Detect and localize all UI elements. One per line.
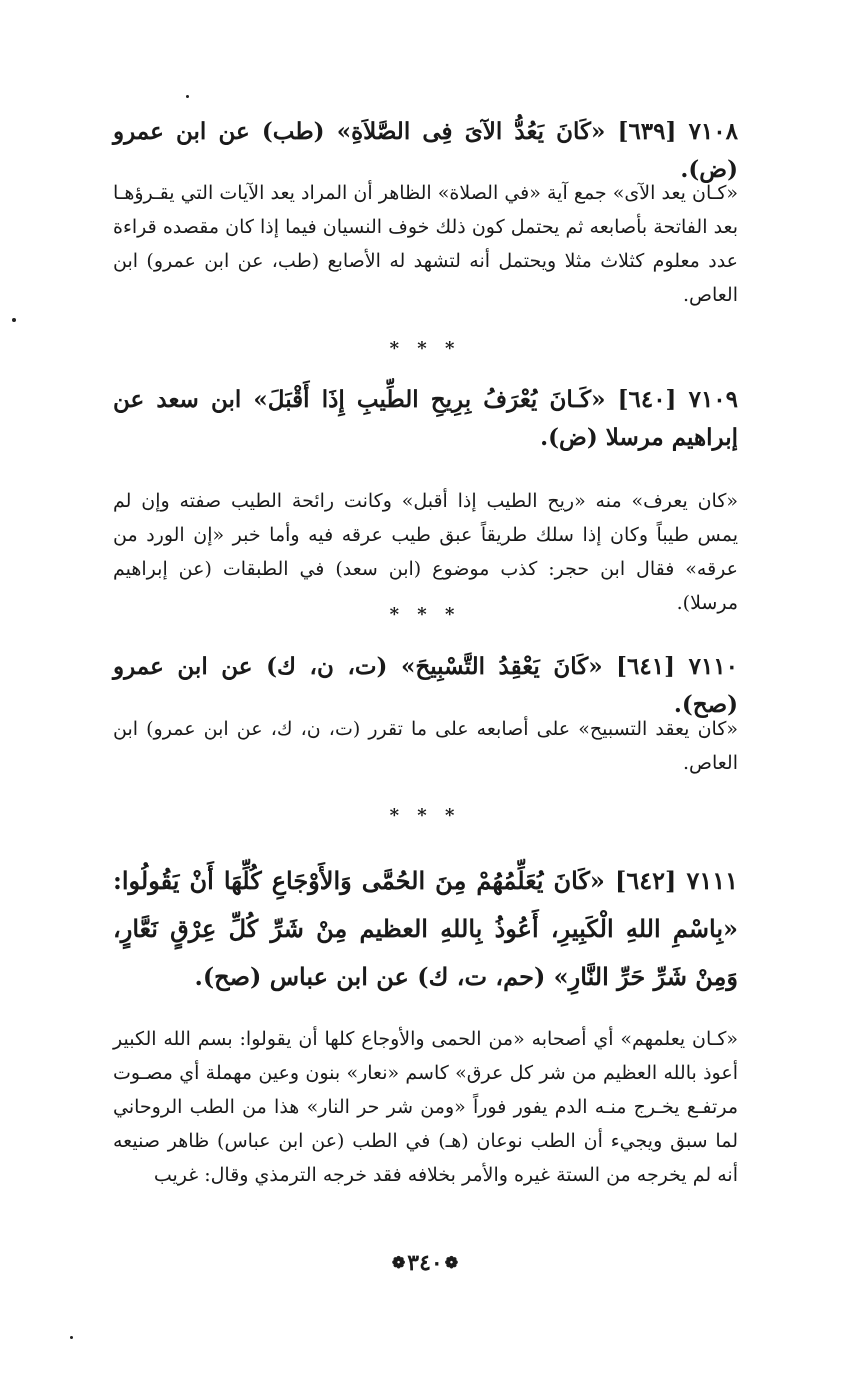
ornament-right-icon: ❁ [444, 1253, 459, 1272]
page-number-value: ٣٤٠ [407, 1250, 443, 1276]
commentary-7109: «كان يعرف» منه «ريح الطيب إذا أقبل» وكانت رائحة الطيب صفته وإن لم يمس طيباً وكان إذا سلك طريقاً عبق طيب عرقه فيه وأما خبر «إن الورد من عرقه» فقال ابن حجر: كذب موضوع (ابن سعد) في الطبقات (عن إبراهيم مرسلا). [113, 490, 738, 614]
ornament-left-icon: ❁ [391, 1253, 406, 1272]
page-number [0, 1250, 850, 1276]
commentary-7108: «كـان يعد الآى» جمع آية «في الصلاة» الظاهر أن المراد يعد الآيات التي يقـرؤهـا بعد الفاتحة بأصابعه ثم يحتمل كون ذلك خوف النسيان فيما إذا كان مقصده قراءة عدد معلوم كثلاث مثلا ويحتمل أنه لتشهد له الأصابع (طب، عن ابن عمرو) ابن العاص. [113, 182, 738, 306]
hadith-7110: ٧١١٠ [٦٤١] «كَانَ يَعْقِدُ التَّسْبِيحَ» (ت، ن، ك) عن ابن عمرو (صح). [113, 653, 739, 718]
scan-speck [70, 1336, 73, 1339]
commentary-7111: «كـان يعلمهم» أي أصحابه «من الحمى والأوجاع كلها أن يقولوا: بسم الله الكبير أعوذ بالله العظيم من شر كل عرق» كاسم «نعار» بنون وعين مهملة أي مصـوت مرتفـع يخـرج منـه الدم يفور فوراً «ومن شر حر النار» هذا من الطب الروحاني لما سبق ويجيء أن الطب نوعان (هـ) في الطب (عن ابن عباس) ظاهر صنيعه أنه لم يخرجه من الستة غيره والأمر بخلافه فقد خرجه الترمذي وقال: غريب [113, 1028, 738, 1186]
hadith-7109: ٧١٠٩ [٦٤٠] «كَـانَ يُعْرَفُ بِرِيحِ الطِّيبِ إِذَا أَقْبَلَ» ابن سعد عن إبراهيم مرسلا (ض). [113, 386, 739, 451]
section-separator: * * * [389, 604, 461, 625]
scan-speck [12, 318, 16, 322]
scan-speck [186, 95, 189, 98]
section-separator: * * * [389, 805, 461, 826]
section-separator: * * * [389, 338, 461, 359]
hadith-7111: ٧١١١ [٦٤٢] «كَانَ يُعَلِّمُهُمْ مِنَ الحُمَّى وَالأَوْجَاعِ كُلِّهَا أَنْ يَقُولُوا: «بِاسْمِ اللهِ الْكَبِيرِ، أَعُوذُ بِاللهِ العظيم مِنْ شَرِّ كُلِّ عِرْقٍ نَعَّارٍ، وَمِنْ شَرِّ حَرِّ النَّارِ» (حم، ت، ك) عن ابن عباس (صح). [113, 866, 738, 991]
commentary-7110: «كان يعقد التسبيح» على أصابعه على ما تقرر (ت، ن، ك، عن ابن عمرو) ابن العاص. [113, 718, 738, 774]
hadith-7108: ٧١٠٨ [٦٣٩] «كَانَ يَعُدُّ الآىَ فِى الصَّلاَةِ» (طب) عن ابن عمرو (ض). [113, 118, 738, 183]
